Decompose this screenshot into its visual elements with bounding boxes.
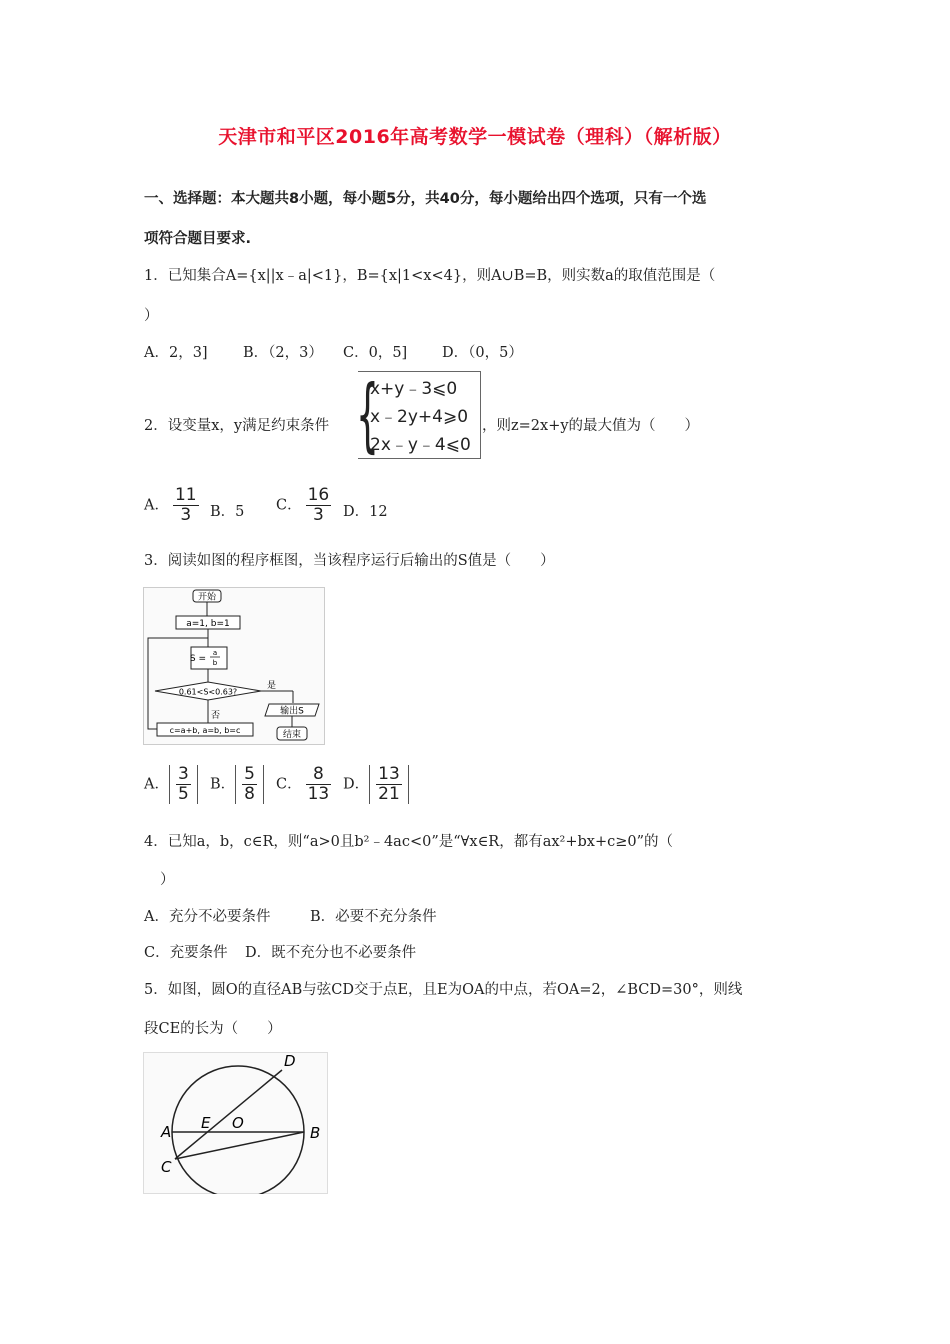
fraction-numerator: 16: [307, 485, 330, 505]
fraction-denominator: 8: [244, 784, 255, 804]
brace-icon: {: [356, 368, 379, 461]
fraction-denominator: 5: [177, 784, 189, 804]
point-b-label: B: [310, 1124, 321, 1142]
point-c-label: C: [161, 1158, 172, 1176]
q2-option-a-label: A．: [144, 497, 169, 514]
fraction-numerator: 11: [174, 485, 197, 505]
q3-option-d-fraction: [376, 765, 402, 804]
q4-option-c: C．充要条件: [144, 945, 228, 961]
q3-option-a: [144, 765, 198, 804]
fraction-denominator: 13: [307, 784, 330, 804]
constraint-3: 2x﹣y﹣4⩽0: [370, 435, 471, 455]
question-1-text: 1．已知集合A={x||x﹣a|<1}，B={x|1<x<4}，则A∪B=B，则实数a的取值范围是（: [144, 268, 716, 284]
assign-s-label: S =: [189, 654, 206, 664]
q3-option-c-label: C．: [276, 776, 302, 793]
q1-option-c: C．0，5]: [343, 345, 408, 361]
question-5-text-cont: 段CE的长为（ ）: [144, 1021, 282, 1037]
circle-geometry-figure: [143, 1052, 328, 1194]
end-label: 结束: [282, 730, 302, 740]
update-label: c=a+b, a=b, b=c: [169, 726, 241, 735]
q3-option-b-label: B．: [210, 776, 236, 793]
question-1-text-cont: ）: [144, 308, 159, 324]
q3-option-d: [343, 765, 409, 804]
question-5-text: 5．如图，圆O的直径AB与弦CD交于点E，且E为OA的中点，若OA=2，∠BCD=30°，则线: [144, 982, 743, 998]
q2-option-c: [276, 486, 335, 525]
section-heading-line2: 项符合题目要求.: [144, 231, 252, 247]
start-label: 开始: [197, 592, 217, 603]
fraction-numerator: 3: [177, 764, 189, 784]
q1-option-b: B．（2，3）: [243, 345, 323, 361]
q2-option-a-fraction: [173, 486, 199, 525]
point-e-label: E: [201, 1114, 211, 1132]
q1-option-a: A．2，3]: [144, 345, 208, 361]
fraction-numerator: 13: [378, 764, 400, 784]
init-label: a=1, b=1: [186, 619, 230, 629]
q3-option-a-label: A．: [144, 776, 169, 793]
question-2-suffix: ，则z=2x+y的最大值为（ ）: [482, 418, 700, 434]
question-2-prefix: 2．设变量x，y满足约束条件: [144, 418, 330, 434]
question-3-text: 3．阅读如图的程序框图，当该程序运行后输出的S值是（ ）: [144, 553, 555, 569]
fraction-numerator: 5: [244, 764, 255, 784]
point-a-label: A: [161, 1123, 172, 1141]
q3-option-c-fraction: [306, 765, 332, 804]
q2-option-c-fraction: [306, 486, 332, 525]
constraint-2: x﹣2y+4⩾0: [370, 407, 469, 427]
question-4-text: 4．已知a，b，c∈R，则“a>0且b²﹣4ac<0”是“∀x∈R，都有ax²+bx+c≥0”的（: [144, 834, 674, 850]
q4-option-a: A．充分不必要条件: [144, 909, 271, 925]
page-title: 天津市和平区2016年高考数学一模试卷（理科）（解析版）: [218, 126, 732, 148]
point-o-label: O: [232, 1114, 244, 1132]
fraction-denominator: 3: [313, 505, 324, 525]
q3-option-c: [276, 765, 335, 804]
flowchart-figure: [143, 587, 325, 745]
constraint-system: [356, 368, 481, 461]
fraction-denominator: 21: [378, 784, 400, 804]
section-heading-line1: 一、选择题：本大题共8小题，每小题5分，共40分，每小题给出四个选项，只有一个选: [144, 191, 707, 207]
no-label: 否: [211, 711, 221, 721]
q3-option-b: [210, 765, 264, 804]
q4-option-d: D．既不充分也不必要条件: [245, 945, 417, 961]
fraction-numerator: 8: [306, 765, 332, 785]
assign-s-numerator: a: [212, 649, 218, 657]
point-d-label: D: [284, 1052, 296, 1070]
q2-option-b: B．5: [210, 504, 245, 520]
q3-option-d-label: D．: [343, 776, 370, 793]
question-4-text-cont: ）: [160, 872, 175, 888]
yes-label: 是: [267, 681, 277, 691]
q3-option-b-fraction: [242, 765, 257, 804]
q2-option-c-label: C．: [276, 497, 302, 514]
condition-label: 0.61<S<0.63?: [178, 687, 238, 697]
constraint-1: x+y﹣3⩽0: [370, 379, 458, 399]
q2-option-d: D．12: [343, 504, 388, 520]
assign-s-denominator: b: [212, 659, 218, 667]
q2-option-a: [144, 486, 203, 525]
q4-option-b: B．必要不充分条件: [310, 909, 437, 925]
q3-option-a-fraction: [176, 765, 191, 804]
fraction-denominator: 3: [180, 505, 192, 525]
figure-frame: [144, 588, 325, 745]
output-label: 输出S: [280, 706, 304, 717]
q1-option-d: D．（0，5）: [442, 345, 523, 361]
